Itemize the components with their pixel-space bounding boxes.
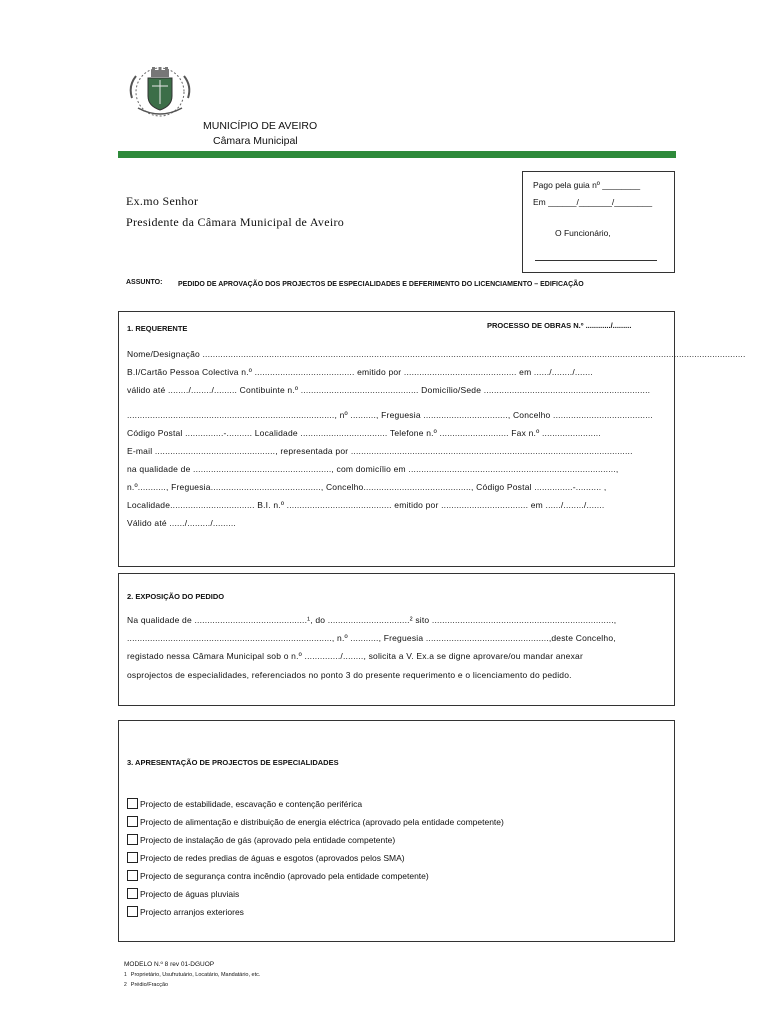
checkbox[interactable]: [127, 834, 138, 845]
project-option-water-sewage[interactable]: [127, 852, 405, 863]
project-option-exterior[interactable]: [127, 906, 244, 917]
footnote-marker: 1: [124, 972, 127, 978]
request-line-3[interactable]: registado nessa Câmara Municipal sob o n.º ............../........, solicita a V. Ex.a se digne aprovare/ou mandar anexar: [127, 651, 583, 661]
project-option-stability[interactable]: [127, 798, 362, 809]
clerk-signature-line: [535, 260, 657, 261]
municipal-coat-of-arms-icon: [122, 64, 198, 122]
section-projects-title: 3. APRESENTAÇÃO DE PROJECTOS DE ESPECIALIDADES: [127, 758, 339, 767]
project-option-electricity[interactable]: [127, 816, 504, 827]
request-line-1[interactable]: Na qualidade de ............................................¹, do ................................² sito .......................................................................,: [127, 615, 617, 625]
id-card-field[interactable]: B.I/Cartão Pessoa Colectiva n.º ....................................... emitido por ............................................ em ....../......../.......: [127, 367, 593, 377]
process-number-field[interactable]: PROCESSO DE OBRAS N.º ............/.........: [487, 321, 632, 330]
section-request-title: 2. EXPOSIÇÃO DO PEDIDO: [127, 592, 225, 601]
address-field[interactable]: ................................................................................., nº .........., Freguesia ................................., Concelho .......................................: [127, 410, 653, 420]
footnote-2: [124, 982, 168, 988]
municipality-name: MUNICÍPIO DE AVEIRO: [203, 120, 318, 132]
footnote-text: Prédio/Fracção: [130, 982, 169, 988]
footnote-marker: 2: [124, 982, 127, 988]
chamber-name: Câmara Municipal: [213, 135, 298, 147]
validity-taxid-field[interactable]: válido até ......../......../......... Contibuinte n.º .............................................. Domicílio/Sede .................................................................: [127, 385, 651, 395]
capacity-residence-field[interactable]: na qualidade de ......................................................, com domicílio em .................................................................................,: [127, 464, 619, 474]
project-option-label: Projecto de redes predias de águas e esgotos (aprovados pelos SMA): [140, 852, 405, 863]
representative-validity-field[interactable]: Válido até ....../........./.........: [127, 518, 236, 528]
section-applicant: [118, 311, 746, 567]
postal-contact-field[interactable]: Código Postal ...............-.......... Localidade .................................. Telefone n.º ........................... Fax n.º .......................: [127, 428, 601, 438]
project-option-rainwater[interactable]: [127, 888, 239, 899]
payment-guide-line: Pago pela guia nº ________: [533, 180, 641, 190]
recipient: Presidente da Câmara Municipal de Aveiro: [126, 215, 345, 229]
checkbox[interactable]: [127, 852, 138, 863]
project-option-label: Projecto arranjos exteriores: [140, 906, 244, 917]
project-option-label: Projecto de segurança contra incêndio (aprovado pela entidade competente): [140, 870, 429, 881]
checkbox[interactable]: [127, 906, 138, 917]
project-option-label: Projecto de instalação de gás (aprovado pela entidade competente): [140, 834, 396, 845]
subject-text: PEDIDO DE APROVAÇÃO DOS PROJECTOS DE ESPECIALIDADES E DEFERIMENTO DO LICENCIAMENTO – EDIFICAÇÃO: [178, 281, 584, 288]
representative-id-field[interactable]: Localidade................................. B.I. n.º ......................................... emitido por .................................. em ....../......../.......: [127, 500, 605, 510]
checkbox[interactable]: [127, 870, 138, 881]
representative-address-field[interactable]: n.º..........., Freguesia..........................................., Concelho.........................................., Código Postal ...............-.......... ,: [127, 482, 607, 492]
project-option-fire-safety[interactable]: [127, 870, 429, 881]
checkbox[interactable]: [127, 888, 138, 899]
header-divider: [118, 151, 676, 158]
footnote-1: [124, 972, 260, 978]
request-line-2[interactable]: ................................................................................, n.º ..........., Freguesia ................................................,deste Concelho,: [127, 633, 616, 643]
request-line-4: osprojectos de especialidades, referenciados no ponto 3 do presente requerimento e o licenciamento do pedido.: [127, 670, 572, 680]
form-model-number: MODELO N.º 8 rev 01-DGUOP: [124, 961, 215, 968]
project-option-label: Projecto de alimentação e distribuição de energia eléctrica (aprovado pela entidade competente): [140, 816, 504, 827]
email-representative-field[interactable]: E-mail ..............................................., representada por ..............................................................................................................: [127, 446, 633, 456]
subject-label: ASSUNTO:: [126, 279, 163, 286]
project-option-label: Projecto de águas pluviais: [140, 888, 240, 899]
project-option-gas[interactable]: [127, 834, 395, 845]
payment-stamp-box: [522, 171, 675, 273]
checkbox[interactable]: [127, 816, 138, 827]
section-request: [118, 573, 675, 706]
section-projects: [118, 720, 675, 942]
footnote-text: Proprietário, Usufrutuário, Locatário, Mandatário, etc.: [130, 972, 261, 978]
salutation: Ex.mo Senhor: [126, 194, 199, 208]
name-field[interactable]: Nome/Designação ....................................................................................................................................................................................................................: [127, 349, 746, 359]
project-option-label: Projecto de estabilidade, escavação e contenção periférica: [140, 798, 363, 809]
section-applicant-title: 1. REQUERENTE: [127, 324, 188, 333]
checkbox[interactable]: [127, 798, 138, 809]
payment-date-line: Em ______/_______/________: [533, 197, 653, 207]
clerk-label: O Funcionário,: [555, 228, 611, 238]
